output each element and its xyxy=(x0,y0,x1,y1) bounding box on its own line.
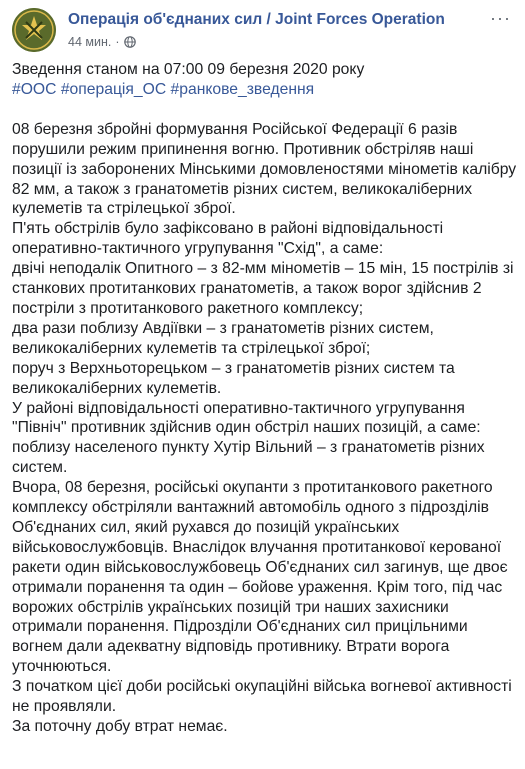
post-header xyxy=(12,8,517,58)
post-paragraph: У районі відповідальності оперативно-тактичного угрупування "Північ" противник здійснив один обстріл наших позицій, а саме: поблизу населеного пункту Хутір Вільний – з гранатометів різних систем. xyxy=(12,399,485,477)
more-options-icon[interactable]: ··· xyxy=(490,8,511,28)
post-paragraph: двічі неподалік Опитного – з 82-мм мінометів – 15 мін, 15 пострілів зі станкових протитанкових гранатометів, а також ворог здійснив 2 постріли з протитанкового ракетного комплексу; xyxy=(12,260,514,317)
post-meta xyxy=(68,35,136,49)
post-paragraph: два рази поблизу Авдіївки – з гранатометів різних систем, великокаліберних кулеметів та стрілецької зброї; xyxy=(12,319,434,357)
post-timestamp[interactable]: 44 мин. xyxy=(68,35,112,49)
hashtags xyxy=(12,80,520,100)
post-paragraph: 08 березня збройні формування Російської Федерації 6 разів порушили режим припинення вогню. Противник обстріляв наші позиції із заборонених Мінськими домовленостями мінометів калібру 82 мм, а також з гранатометів різних систем, великокаліберних кулеметів та стрілецької зброї. xyxy=(12,120,517,218)
page-name-link[interactable]: Операція об'єднаних сил / Joint Forces Operation xyxy=(68,11,445,28)
separator-dot: · xyxy=(115,35,120,49)
post-paragraph: П'ять обстрілів було зафіксовано в районі відповідальності оперативно-тактичного угрупування "Схід", а саме: xyxy=(12,220,444,258)
joint-forces-emblem-icon xyxy=(12,8,56,52)
post-headline: Зведення станом на 07:00 09 березня 2020 року xyxy=(12,61,365,78)
post-paragraph: поруч з Верхньоторецьком – з гранатометів різних систем та великокаліберних кулеметів. xyxy=(12,359,455,397)
page-avatar[interactable] xyxy=(12,8,56,52)
post-body xyxy=(12,60,520,737)
hashtag-oos[interactable]: #ООС xyxy=(12,80,57,98)
post-paragraph: Вчора, 08 березня, російські окупанти з протитанкового ракетного комплексу обстріляли вантажний автомобіль одного з підрозділів Об'єднаних сил, який рухався до позицій українських військовослужбовців. Внаслідок влучання протитанкової керованої ракети один військовослужбовець Об'єднаних сил загинув, ще двоє отримали поранення та один – бойове ураження. Крім того, під час ворожих обстрілів українських позицій три наших захисники отримали поранення. Підрозділи Об'єднаних сил прицільними вогнем дали адекватну відповідь противнику. Втрати ворога уточнюються. xyxy=(12,479,508,676)
hashtag-morning-report[interactable]: #ранкове_зведення xyxy=(170,80,315,98)
post-paragraph: З початком цієї доби російські окупаційні війська вогневої активності не проявляли. xyxy=(12,678,512,716)
hashtag-operation[interactable]: #операція_ОС xyxy=(60,80,167,98)
globe-icon[interactable] xyxy=(124,36,136,48)
post-paragraph: За поточну добу втрат немає. xyxy=(12,718,228,735)
